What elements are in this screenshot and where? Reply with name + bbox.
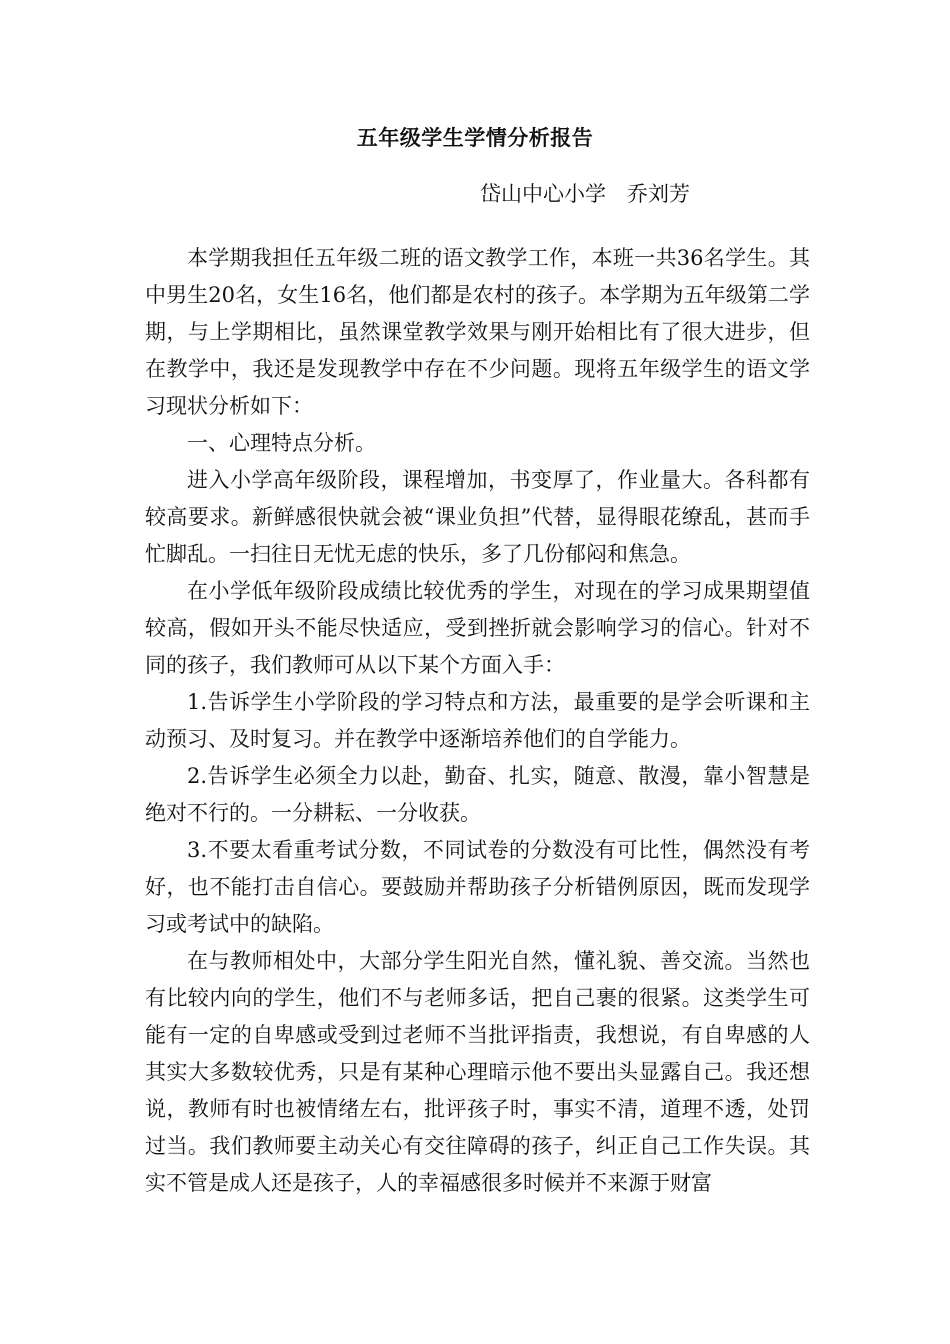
list-item-1: 1.告诉学生小学阶段的学习特点和方法，最重要的是学会听课和主动预习、及时复习。并在教学中逐渐培养他们的自学能力。 bbox=[145, 690, 810, 751]
document-byline: 岱山中心小学 乔刘芳 bbox=[480, 182, 690, 206]
paragraph: 在小学低年级阶段成绩比较优秀的学生，对现在的学习成果期望值较高，假如开头不能尽快适应，受到挫折就会影响学习的信心。针对不同的孩子，我们教师可从以下某个方面入手： bbox=[145, 579, 810, 677]
document-body bbox=[145, 240, 810, 1202]
list-item-3: 3.不要太看重考试分数，不同试卷的分数没有可比性，偶然没有考好，也不能打击自信心。要鼓励并帮助孩子分析错例原因，既而发现学习或考试中的缺陷。 bbox=[145, 838, 810, 936]
section-heading: 一、心理特点分析。 bbox=[187, 431, 376, 455]
paragraph-intro: 本学期我担任五年级二班的语文教学工作，本班一共36名学生。其中男生20名，女生16名，他们都是农村的孩子。本学期为五年级第二学期，与上学期相比，虽然课堂教学效果与刚开始相比有了很大进步，但在教学中，我还是发现教学中存在不少问题。现将五年级学生的语文学习现状分析如下： bbox=[145, 246, 810, 418]
list-item-2: 2.告诉学生必须全力以赴，勤奋、扎实，随意、散漫，靠小智慧是绝对不行的。一分耕耘、一分收获。 bbox=[145, 764, 810, 825]
paragraph: 在与教师相处中，大部分学生阳光自然，懂礼貌、善交流。当然也有比较内向的学生，他们不与老师多话，把自己裹的很紧。这类学生可能有一定的自卑感或受到过老师不当批评指责，我想说，有自卑感的人其实大多数较优秀，只是有某种心理暗示他不要出头显露自己。我还想说，教师有时也被情绪左右，批评孩子时，事实不清，道理不透，处罚过当。我们教师要主动关心有交往障碍的孩子，纠正自己工作失误。其实不管是成人还是孩子，人的幸福感很多时候并不来源于财富 bbox=[145, 949, 810, 1195]
document-title: 五年级学生学情分析报告 bbox=[356, 125, 594, 150]
paragraph: 进入小学高年级阶段，课程增加，书变厚了，作业量大。各科都有较高要求。新鲜感很快就会被“课业负担”代替，显得眼花缭乱，甚而手忙脚乱。一扫往日无忧无虑的快乐，多了几份郁闷和焦急。 bbox=[145, 468, 810, 566]
